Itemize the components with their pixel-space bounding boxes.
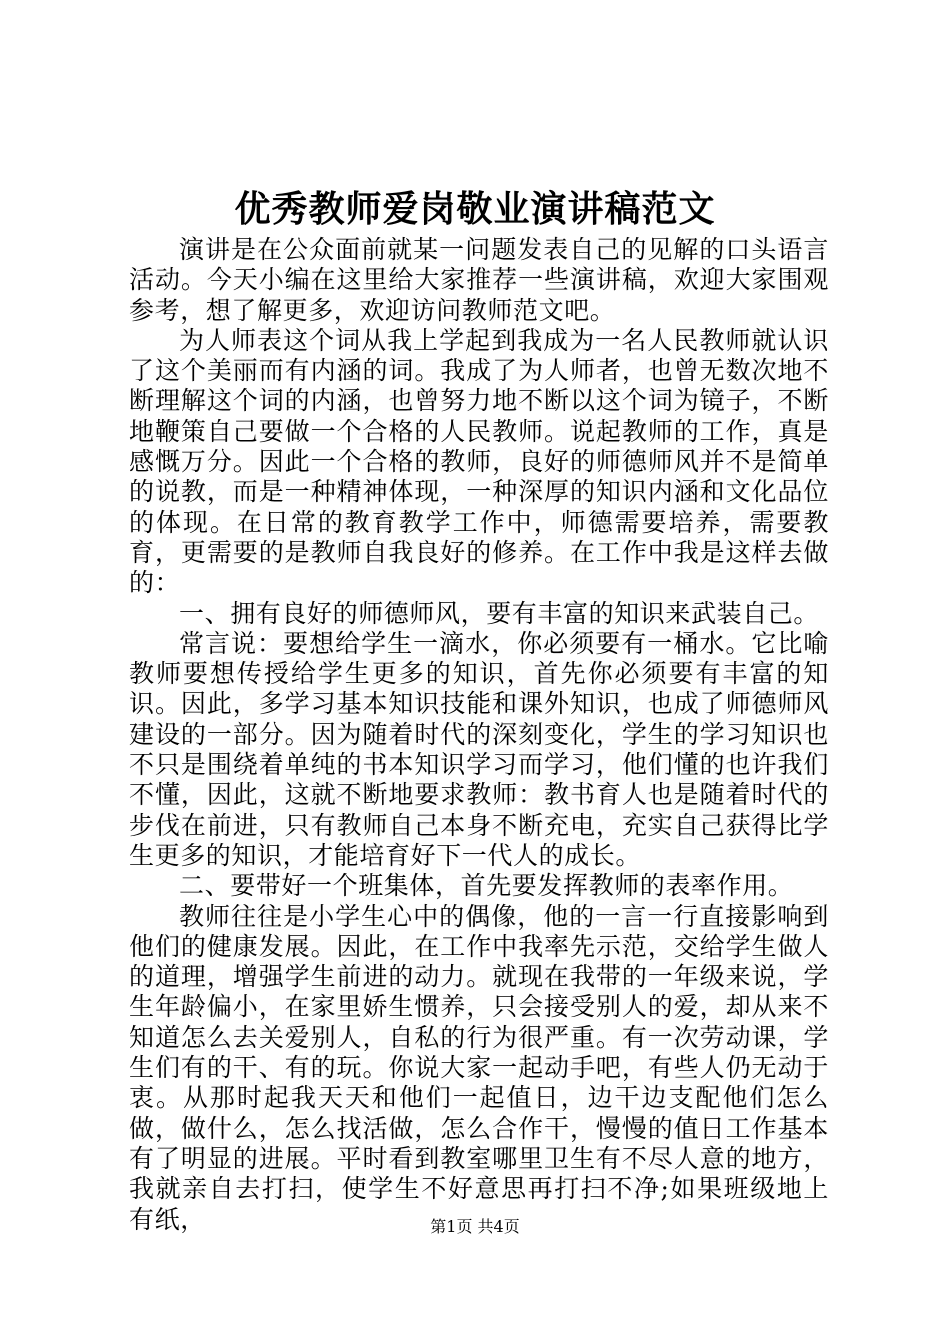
page-number-footer: 第1页 共4页 — [430, 1217, 520, 1236]
paragraph-intro: 演讲是在公众面前就某一问题发表自己的见解的口头语言活动。今天小编在这里给大家推荐一些演讲稿，欢迎大家围观参考，想了解更多，欢迎访问教师范文吧。 — [129, 235, 829, 325]
section-heading-1: 一、拥有良好的师德师风，要有丰富的知识来武装自己。 — [179, 598, 820, 628]
document-body — [129, 235, 829, 1235]
section-heading-2: 二、要带好一个班集体，首先要发挥教师的表率作用。 — [179, 871, 794, 901]
paragraph-teacher-role: 为人师表这个词从我上学起到我成为一名人民教师就认识了这个美丽而有内涵的词。我成了为人师者，也曾无数次地不断理解这个词的内涵，也曾努力地不断以这个词为镜子，不断地鞭策自己要做一个合格的人民教师。说起教师的工作，真是感慨万分。因此一个合格的教师，良好的师德师风并不是简单的说教，而是一种精神体现，一种深厚的知识内涵和文化品位的体现。在日常的教育教学工作中，师德需要培养，需要教育，更需要的是教师自我良好的修养。在工作中我是这样去做的： — [129, 325, 829, 598]
paragraph-knowledge: 常言说：要想给学生一滴水，你必须要有一桶水。它比喻教师要想传授给学生更多的知识，首先你必须要有丰富的知识。因此，多学习基本知识技能和课外知识，也成了师德师风建设的一部分。因为随着时代的深刻变化，学生的学习知识也不只是围绕着单纯的书本知识学习而学习，他们懂的也许我们不懂，因此，这就不断地要求教师：教书育人也是随着时代的步伐在前进，只有教师自己本身不断充电，充实自己获得比学生更多的知识，才能培育好下一代人的成长。 — [129, 628, 829, 870]
document-title: 优秀教师爱岗敬业演讲稿范文 — [234, 188, 716, 230]
paragraph-role-model: 教师往往是小学生心中的偶像，他的一言一行直接影响到他们的健康发展。因此，在工作中我率先示范，交给学生做人的道理，增强学生前进的动力。就现在我带的一年级来说，学生年龄偏小，在家里娇生惯养，只会接受别人的爱，却从来不知道怎么去关爱别人，自私的行为很严重。有一次劳动课，学生们有的干、有的玩。你说大家一起动手吧，有些人仍无动于衷。从那时起我天天和他们一起值日，边干边支配他们怎么做，做什么，怎么找活做，怎么合作干，慢慢的值日工作基本有了明显的进展。平时看到教室哪里卫生有不尽人意的地方，我就亲自去打扫，使学生不好意思再打扫不净;如果班级地上有纸， — [129, 901, 829, 1234]
